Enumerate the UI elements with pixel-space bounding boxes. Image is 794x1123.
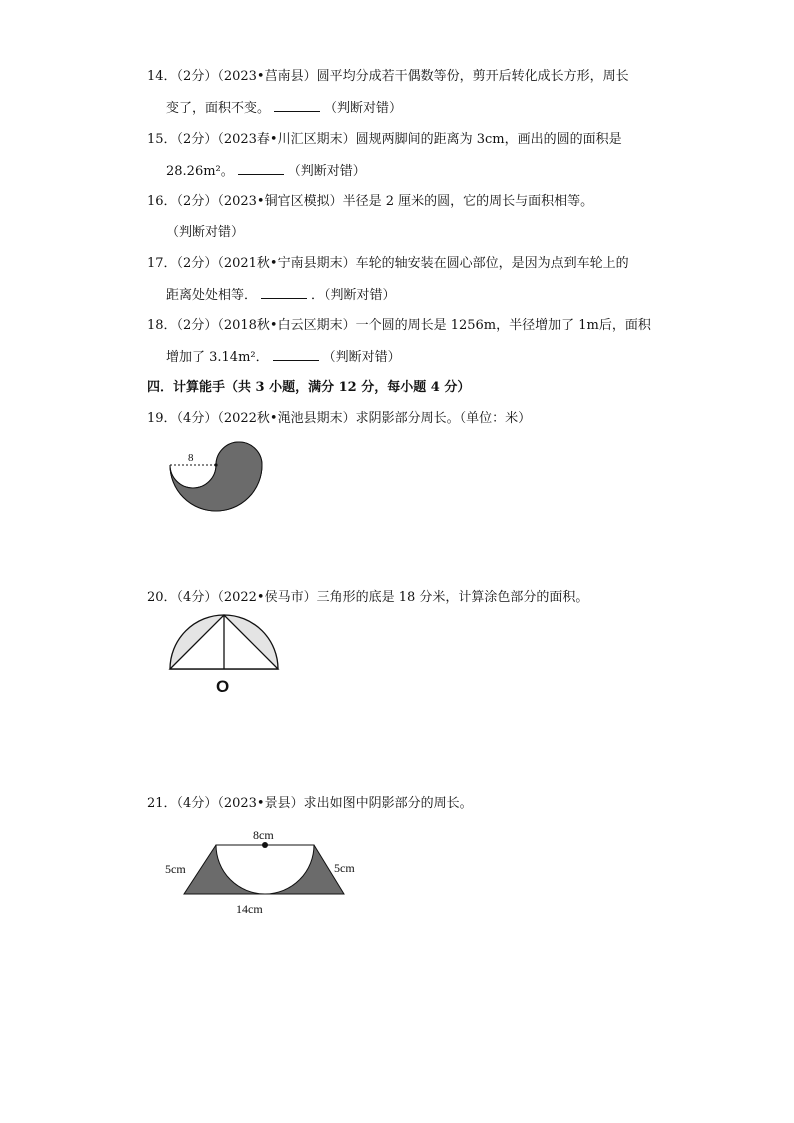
question-15-text: 28.26m²。 [166,164,234,179]
figure-21-center-dot [262,842,268,848]
figure-20 [166,610,286,700]
question-20: 20．（4分）（2022•侯马市）三角形的底是 18 分米，计算涂色部分的面积。 [147,590,589,605]
question-17-text: 距离处处相等． [166,288,258,303]
question-17-judge: ．（判断对错） [311,288,396,303]
question-16-line2 [166,225,244,241]
question-19: 19．（4分）（2022秋•渑池县期末）求阴影部分周长。（单位：米） [147,411,532,426]
figure-19-label-8: 8 [188,452,194,464]
figure-21 [160,825,370,920]
answer-blank-15[interactable] [238,163,284,175]
figure-20-label-o: O [216,677,230,696]
figure-21-label-bottom: 14cm [236,902,263,916]
question-18-text: 增加了 3.14m²． [166,350,269,365]
question-14-text: 变了，面积不变。 [166,101,271,116]
question-14-line1: 14．（2分）（2023•莒南县）圆平均分成若干偶数等份，剪开后转化成长方形，周长 [147,69,629,84]
question-18-judge: （判断对错） [322,350,401,365]
question-14-judge: （判断对错） [324,101,403,116]
question-15-judge: （判断对错） [287,164,366,179]
figure-21-label-top: 8cm [253,828,274,842]
question-15-line2 [166,163,366,180]
figure-19 [160,435,280,525]
figure-21-label-left: 5cm [165,862,186,876]
figure-19-center-dot [214,463,217,466]
question-16-line1: 16．（2分）（2023•铜官区模拟）半径是 2 厘米的圆，它的周长与面积相等。 [147,194,594,209]
question-18-line1: 18．（2分）（2018秋•白云区期末）一个圆的周长是 1256m，半径增加了 1m后，面积 [147,318,651,333]
section-title-4: 四．计算能手（共 3 小题，满分 12 分，每小题 4 分） [147,380,471,395]
answer-blank-18[interactable] [273,349,319,361]
figure-21-label-right: 5cm [334,861,355,875]
question-17-line2 [166,287,396,304]
question-14-line2 [166,100,402,117]
answer-blank-17[interactable] [261,287,307,299]
question-18-line2 [166,349,401,366]
answer-blank-14[interactable] [274,100,320,112]
question-17-line1: 17．（2分）（2021秋•宁南县期末）车轮的轴安装在圆心部位，是因为点到车轮上的 [147,256,629,271]
question-21: 21．（4分）（2023•景县）求出如图中阴影部分的周长。 [147,796,473,811]
question-15-line1: 15．（2分）（2023春•川汇区期末）圆规两脚间的距离为 3cm，画出的圆的面积是 [147,132,622,147]
question-16-judge: （判断对错） [166,225,245,240]
